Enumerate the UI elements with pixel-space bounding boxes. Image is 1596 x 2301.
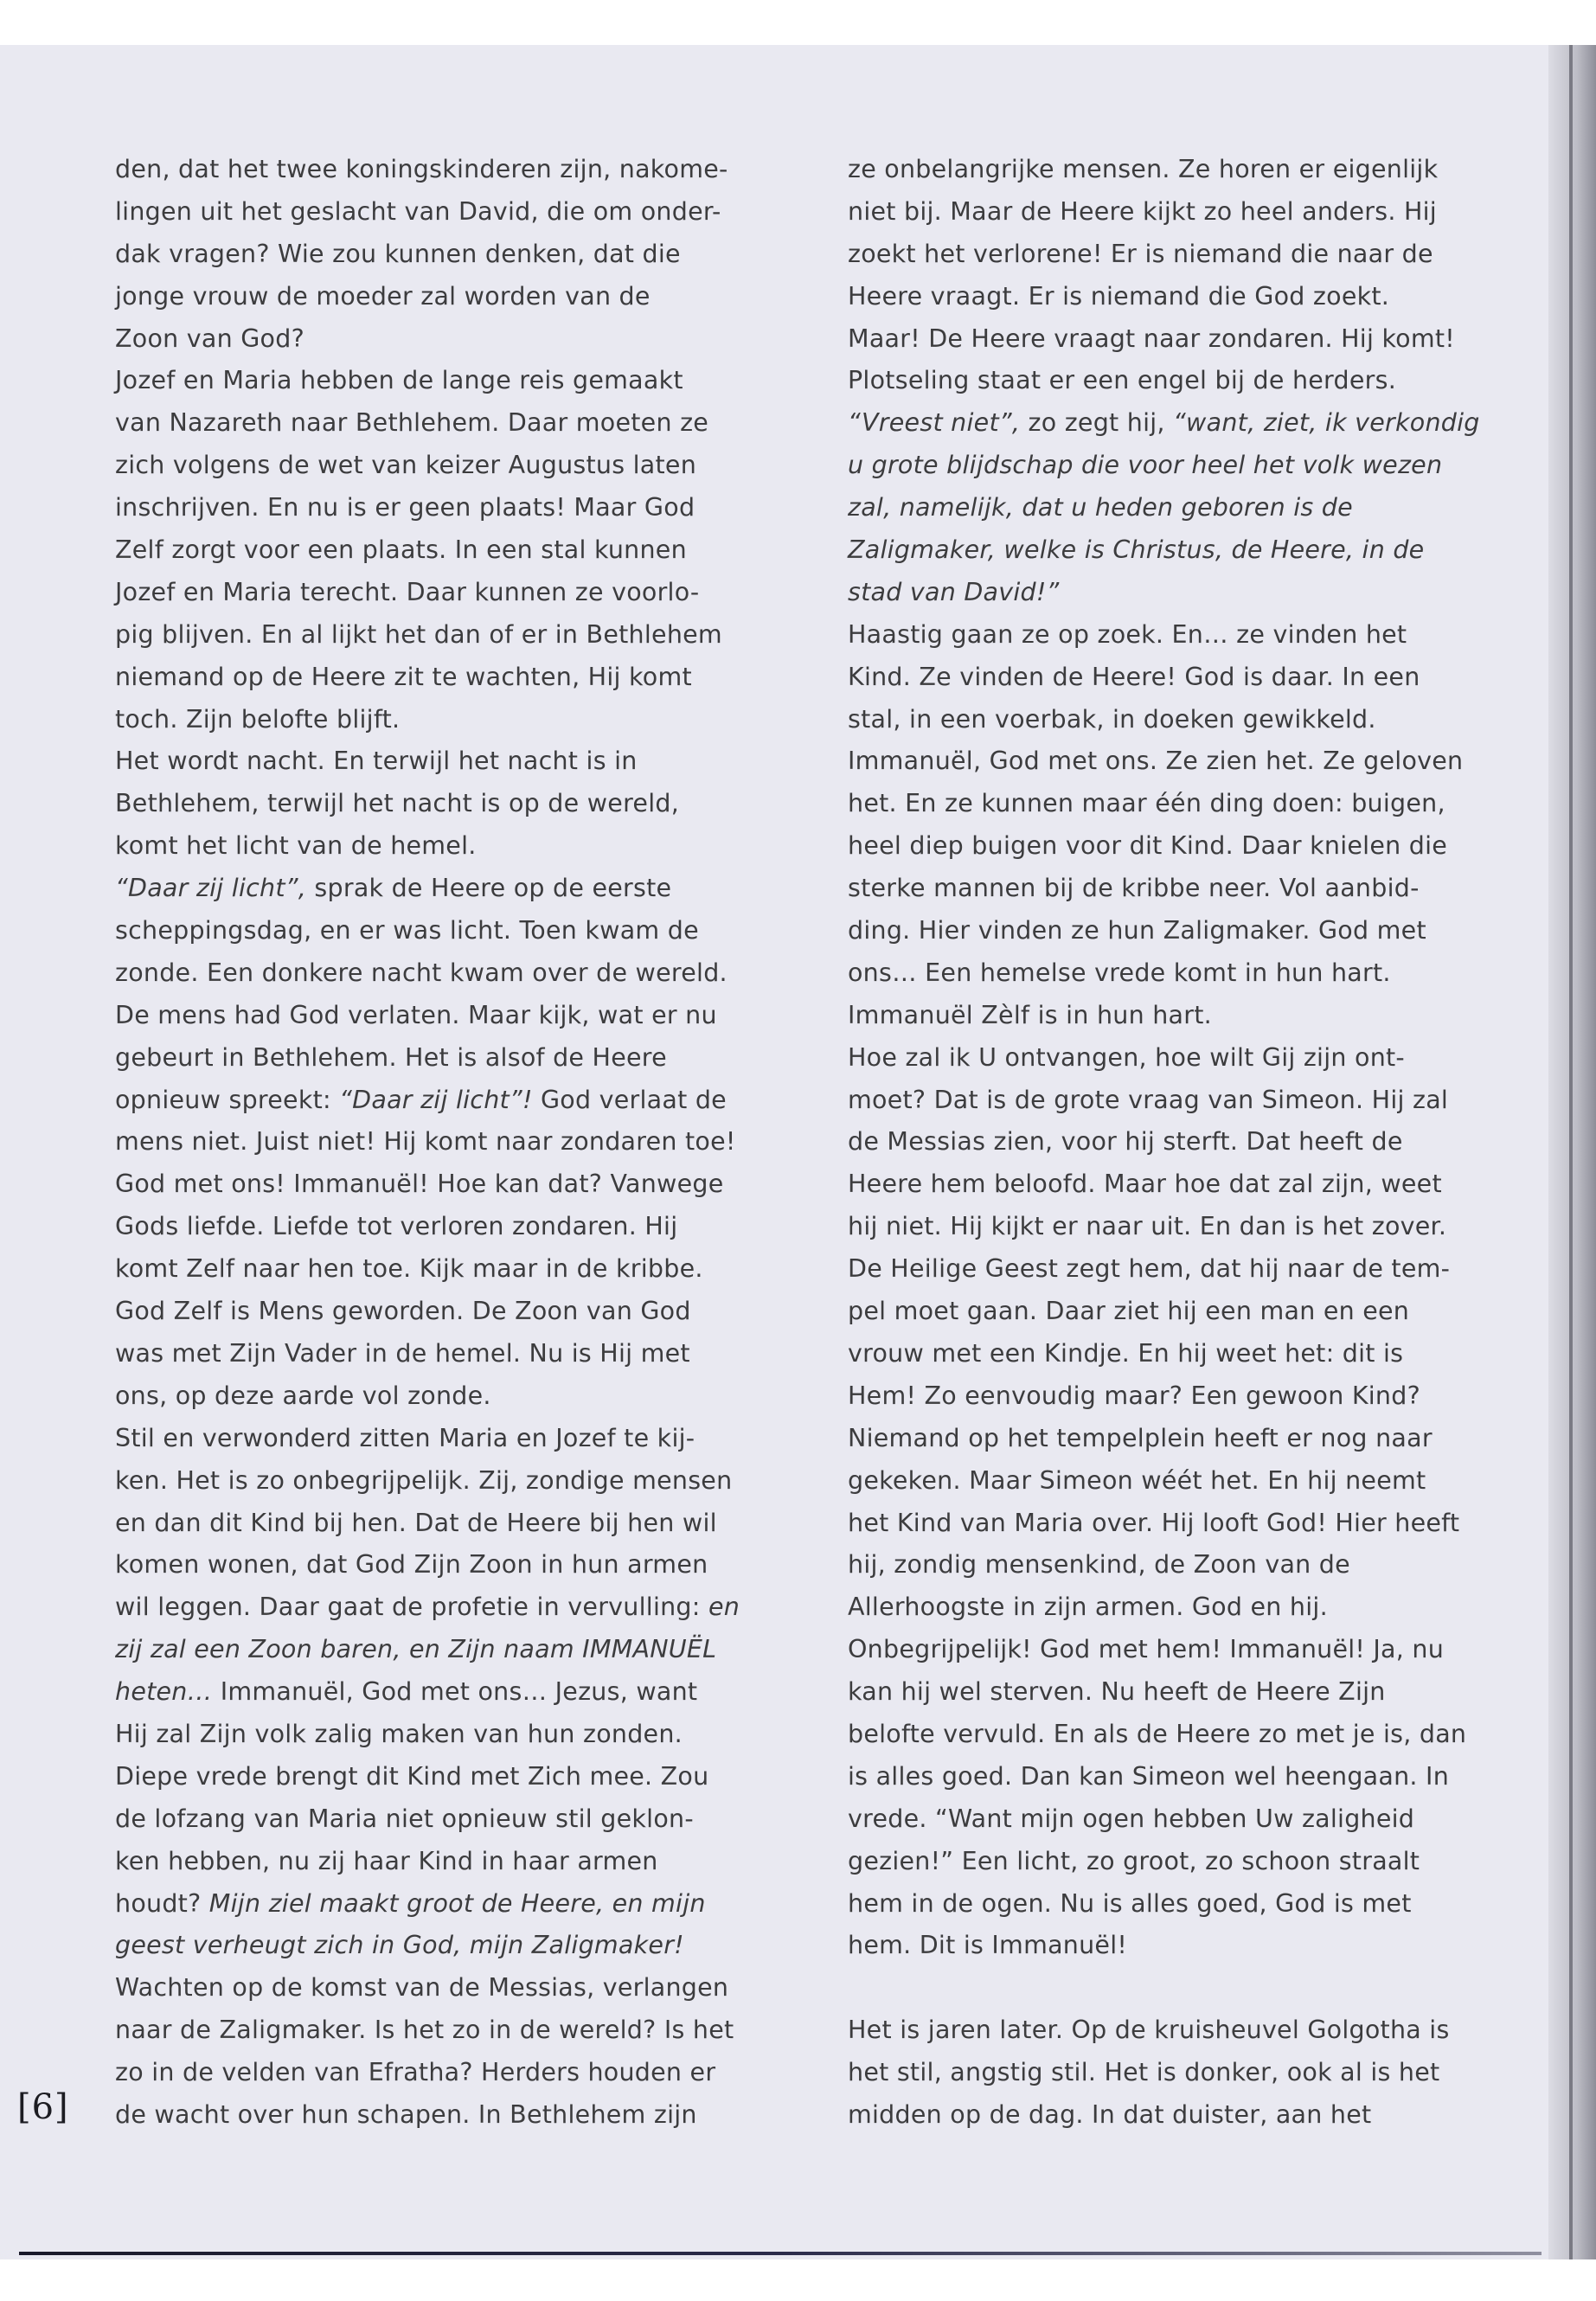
text-line: midden op de dag. In dat duister, aan het: [848, 2099, 1372, 2129]
text-line: de Messias zien, voor hij sterft. Dat heeft de: [848, 1127, 1403, 1157]
text-line: hij niet. Hij kijkt er naar uit. En dan is het zover.: [848, 1212, 1447, 1241]
text-line: [848, 572, 1488, 614]
text-line: komen wonen, dat God Zijn Zoon in hun armen: [115, 1550, 708, 1580]
quote-italic: u grote blijdschap die voor heel het volk wezen: [848, 451, 1443, 480]
text-line: [848, 402, 1488, 445]
text-span: opnieuw spreekt:: [115, 1085, 331, 1114]
text-line: Hij zal Zijn volk zalig maken van hun zonden.: [115, 1719, 683, 1748]
text-line: Onbegrijpelijk! God met hem! Immanuël! Ja, nu: [848, 1635, 1445, 1664]
text-line: Niemand op het tempelplein heeft er nog naar: [848, 1423, 1433, 1452]
text-line: den, dat het twee koningskinderen zijn, nakome-: [115, 155, 728, 183]
text-line: ken. Het is zo onbegrijpelijk. Zij, zondige mensen: [115, 1465, 733, 1495]
paragraph-gap: [848, 1967, 1488, 2009]
text-line: [115, 1586, 755, 1629]
text-line: Zoon van God?: [115, 324, 304, 353]
quote-italic: “Vreest niet”,: [848, 408, 1021, 438]
text-line: het Kind van Maria over. Hij looft God! Hier heeft: [848, 1508, 1460, 1537]
text-line: gekeken. Maar Simeon wéét het. En hij neemt: [848, 1465, 1426, 1495]
text-line: zich volgens de wet van keizer Augustus laten: [115, 451, 697, 480]
text-line: [115, 1629, 755, 1671]
text-line: was met Zijn Vader in de hemel. Nu is Hij met: [115, 1338, 690, 1368]
quote-italic: zal, namelijk, dat u heden geboren is de: [848, 493, 1353, 522]
text-line: ken hebben, nu zij haar Kind in haar armen: [115, 1846, 658, 1875]
text-line: [115, 1080, 755, 1122]
text-span: Immanuël, God met ons… Jezus, want: [220, 1677, 698, 1707]
page-number: [6]: [17, 2087, 69, 2127]
text-line: inschrijven. En nu is er geen plaats! Maar God: [115, 493, 695, 522]
text-line: vrede. “Want mijn ogen hebben Uw zaligheid: [848, 1804, 1415, 1833]
text-line: Het is jaren later. Op de kruisheuvel Golgotha is: [848, 2016, 1450, 2045]
quote-italic: heten…: [115, 1677, 213, 1707]
text-line: Wachten op de komst van de Messias, verlangen: [115, 1973, 729, 2003]
text-span: sprak de Heere op de eerste: [314, 874, 672, 903]
text-line: Hoe zal ik U ontvangen, hoe wilt Gij zijn ont-: [848, 1042, 1405, 1072]
text-line: [848, 529, 1488, 572]
text-line: Haastig gaan ze op zoek. En… ze vinden het: [848, 619, 1407, 649]
text-span: God verlaat de: [540, 1085, 727, 1114]
text-line: [115, 1925, 755, 1967]
text-line: sterke mannen bij de kribbe neer. Vol aanbid-: [848, 874, 1420, 903]
text-line: ding. Hier vinden ze hun Zaligmaker. God met: [848, 916, 1426, 945]
text-line: niet bij. Maar de Heere kijkt zo heel anders. Hij: [848, 196, 1437, 226]
text-line: De mens had God verlaten. Maar kijk, wat er nu: [115, 1000, 717, 1029]
text-line: [848, 445, 1488, 487]
text-line: en dan dit Kind bij hen. Dat de Heere bij hen wil: [115, 1508, 717, 1537]
text-line: het. En ze kunnen maar één ding doen: buigen,: [848, 789, 1445, 818]
text-line: Jozef en Maria terecht. Daar kunnen ze voorlo-: [115, 577, 700, 606]
text-line: God met ons! Immanuël! Hoe kan dat? Vanwege: [115, 1170, 724, 1199]
text-line: komt Zelf naar hen toe. Kijk maar in de kribbe.: [115, 1254, 703, 1284]
quote-italic: “want, ziet, ik verkondig: [1173, 408, 1480, 438]
text-line: [115, 1671, 755, 1714]
text-line: pel moet gaan. Daar ziet hij een man en een: [848, 1297, 1410, 1326]
quote-italic: stad van David!”: [848, 577, 1060, 606]
text-line: hem. Dit is Immanuël!: [848, 1931, 1128, 1960]
text-line: naar de Zaligmaker. Is het zo in de wereld? Is het: [115, 2016, 734, 2045]
text-line: hem in de ogen. Nu is alles goed, God is met: [848, 1888, 1412, 1918]
text-line: Zelf zorgt voor een plaats. In een stal kunnen: [115, 535, 687, 565]
text-line: de lofzang van Maria niet opnieuw stil geklon-: [115, 1804, 694, 1833]
text-line: Stil en verwonderd zitten Maria en Jozef te kij-: [115, 1423, 695, 1452]
text-line: Kind. Ze vinden de Heere! God is daar. In een: [848, 662, 1420, 691]
text-line: ons… Een hemelse vrede komt in hun hart.: [848, 958, 1391, 987]
text-line: hij, zondig mensenkind, de Zoon van de: [848, 1550, 1350, 1580]
text-line: [115, 1883, 755, 1926]
text-line: De Heilige Geest zegt hem, dat hij naar de tem-: [848, 1254, 1451, 1284]
text-line: mens niet. Juist niet! Hij komt naar zondaren toe!: [115, 1127, 736, 1157]
text-line: het stil, angstig stil. Het is donker, ook al is het: [848, 2058, 1440, 2087]
text-line: God Zelf is Mens geworden. De Zoon van God: [115, 1297, 691, 1326]
left-column: [115, 149, 755, 2137]
text-span: wil leggen. Daar gaat de profetie in vervulling:: [115, 1593, 701, 1622]
text-line: Hem! Zo eenvoudig maar? Een gewoon Kind?: [848, 1381, 1420, 1410]
text-line: Het wordt nacht. En terwijl het nacht is in: [115, 747, 638, 776]
quote-italic: “Daar zij licht”!: [339, 1085, 533, 1114]
text-line: Heere hem beloofd. Maar hoe dat zal zijn, weet: [848, 1170, 1442, 1199]
right-column: [848, 149, 1488, 2137]
text-line: Diepe vrede brengt dit Kind met Zich mee. Zou: [115, 1761, 709, 1791]
text-line: Immanuël, God met ons. Ze zien het. Ze geloven: [848, 747, 1464, 776]
quote-italic: zij zal een Zoon baren, en Zijn naam IMMANUËL: [115, 1635, 717, 1664]
text-line: komt het licht van de hemel.: [115, 831, 477, 861]
text-line: Gods liefde. Liefde tot verloren zondaren. Hij: [115, 1212, 678, 1241]
text-line: scheppingsdag, en er was licht. Toen kwam de: [115, 916, 699, 945]
text-line: Heere vraagt. Er is niemand die God zoekt.: [848, 281, 1390, 311]
text-line: zoekt het verlorene! Er is niemand die naar de: [848, 239, 1433, 268]
text-line: zonde. Een donkere nacht kwam over de wereld.: [115, 958, 727, 987]
text-line: heel diep buigen voor dit Kind. Daar knielen die: [848, 831, 1448, 861]
text-line: van Nazareth naar Bethlehem. Daar moeten ze: [115, 408, 709, 438]
text-line: [848, 487, 1488, 529]
quote-italic: “Daar zij licht”,: [115, 874, 307, 903]
quote-italic: Zaligmaker, welke is Christus, de Heere, in de: [848, 535, 1425, 565]
text-line: zo in de velden van Efratha? Herders houden er: [115, 2058, 716, 2087]
text-span: houdt?: [115, 1888, 202, 1918]
text-line: Jozef en Maria hebben de lange reis gemaakt: [115, 366, 683, 395]
page-edge-rule: [1569, 45, 1573, 2259]
text-line: lingen uit het geslacht van David, die om onder-: [115, 196, 721, 226]
text-line: ons, op deze aarde vol zonde.: [115, 1381, 491, 1410]
text-line: Bethlehem, terwijl het nacht is op de wereld,: [115, 789, 680, 818]
text-line: kan hij wel sterven. Nu heeft de Heere Zijn: [848, 1677, 1386, 1707]
text-line: gezien!” Een licht, zo groot, zo schoon straalt: [848, 1846, 1420, 1875]
text-line: Plotseling staat er een engel bij de herders.: [848, 366, 1397, 395]
text-line: belofte vervuld. En als de Heere zo met je is, dan: [848, 1719, 1467, 1748]
text-line: Allerhoogste in zijn armen. God en hij.: [848, 1593, 1328, 1622]
text-line: dak vragen? Wie zou kunnen denken, dat die: [115, 239, 681, 268]
text-line: Immanuël Zèlf is in hun hart.: [848, 1000, 1212, 1029]
text-line: gebeurt in Bethlehem. Het is alsof de Heere: [115, 1042, 667, 1072]
text-line: de wacht over hun schapen. In Bethlehem zijn: [115, 2099, 697, 2129]
quote-italic: Mijn ziel maakt groot de Heere, en mijn: [208, 1888, 706, 1918]
text-line: niemand op de Heere zit te wachten, Hij komt: [115, 662, 692, 691]
bottom-rule: [19, 2252, 1542, 2255]
text-line: pig blijven. En al lijkt het dan of er in Bethlehem: [115, 619, 722, 649]
quote-italic: geest verheugt zich in God, mijn Zaligmaker!: [115, 1931, 684, 1960]
text-line: stal, in een voerbak, in doeken gewikkeld.: [848, 704, 1376, 734]
text-line: Maar! De Heere vraagt naar zondaren. Hij komt!: [848, 324, 1455, 353]
text-line: ze onbelangrijke mensen. Ze horen er eigenlijk: [848, 155, 1439, 183]
text-line: moet? Dat is de grote vraag van Simeon. Hij zal: [848, 1085, 1449, 1114]
text-line: vrouw met een Kindje. En hij weet het: dit is: [848, 1338, 1404, 1368]
text-span: zo zegt hij,: [1028, 408, 1165, 438]
text-line: jonge vrouw de moeder zal worden van de: [115, 281, 651, 311]
text-line: toch. Zijn belofte blijft.: [115, 704, 401, 734]
text-line: is alles goed. Dan kan Simeon wel heengaan. In: [848, 1761, 1450, 1791]
text-line: [115, 868, 755, 910]
quote-italic: en: [708, 1593, 740, 1622]
